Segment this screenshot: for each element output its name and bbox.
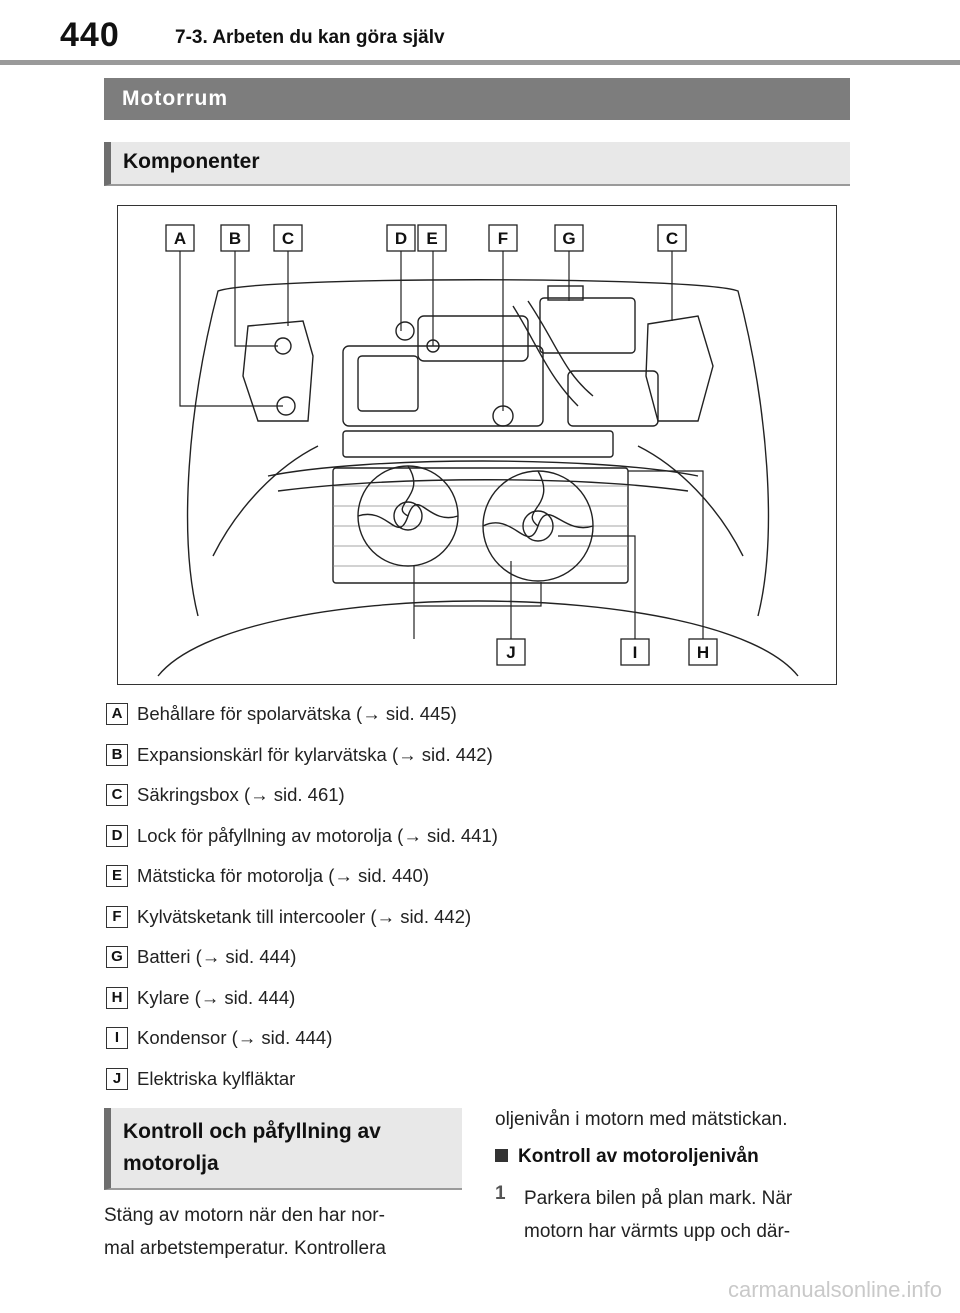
watermark: carmanualsonline.info [727, 1277, 942, 1302]
legend-item [106, 816, 806, 857]
legend-badge: B [106, 744, 128, 766]
oil-check-continuation: oljenivån i motorn med mätstickan. [495, 1109, 788, 1130]
legend-text: Kylvätsketank till intercooler (→ sid. 442) [137, 905, 472, 927]
component-legend [106, 694, 806, 1099]
oil-level-subheading [495, 1146, 759, 1168]
svg-text:G: G [562, 229, 576, 248]
legend-badge: H [106, 987, 128, 1009]
svg-text:H: H [696, 643, 710, 662]
legend-item [106, 735, 806, 776]
svg-text:C: C [665, 229, 679, 248]
step-number: 1 [495, 1183, 506, 1204]
svg-text:J: J [506, 643, 516, 662]
legend-text: Mätsticka för motorolja (→ sid. 440) [137, 865, 429, 887]
oil-check-heading-line2: motorolja [123, 1152, 219, 1175]
legend-badge: A [106, 703, 128, 725]
legend-text: Kylare (→ sid. 444) [137, 986, 296, 1008]
legend-text: Batteri (→ sid. 444) [137, 946, 297, 968]
legend-badge: F [106, 906, 128, 928]
svg-text:E: E [426, 229, 438, 248]
svg-text:I: I [632, 643, 638, 662]
svg-text:A: A [173, 229, 187, 248]
page-number: 440 [60, 16, 120, 54]
legend-badge: I [106, 1027, 128, 1049]
legend-item [106, 897, 806, 938]
legend-item [106, 694, 806, 735]
oil-check-heading [104, 1108, 462, 1190]
legend-badge: G [106, 946, 128, 968]
legend-text: Expansionskärl för kylarvätska (→ sid. 442) [137, 743, 493, 765]
legend-item [106, 1018, 806, 1059]
oil-check-intro [104, 1199, 464, 1265]
step-text-line1: Parkera bilen på plan mark. När [524, 1188, 793, 1209]
oil-check-intro-line1: Stäng av motorn när den har nor- [104, 1205, 385, 1226]
legend-badge: D [106, 825, 128, 847]
engine-diagram [117, 205, 837, 685]
legend-item [106, 937, 806, 978]
svg-text:D: D [394, 229, 408, 248]
bullet-square-icon [495, 1149, 508, 1162]
oil-check-intro-line2: mal arbetstemperatur. Kontrollera [104, 1238, 386, 1259]
svg-text:B: B [228, 229, 242, 248]
svg-text:C: C [281, 229, 295, 248]
legend-badge: E [106, 865, 128, 887]
legend-item [106, 978, 806, 1019]
legend-text: Kondensor (→ sid. 444) [137, 1027, 333, 1049]
step-text [524, 1182, 844, 1248]
title-bar: Motorrum [104, 78, 850, 120]
legend-text: Behållare för spolarvätska (→ sid. 445) [137, 703, 457, 725]
top-rule [0, 60, 960, 65]
oil-check-heading-line1: Kontroll och påfyllning av [123, 1120, 381, 1143]
legend-badge: C [106, 784, 128, 806]
legend-item [106, 1059, 806, 1100]
legend-item [106, 775, 806, 816]
legend-text: Säkringsbox (→ sid. 461) [137, 784, 345, 806]
section-heading: 7-3. Arbeten du kan göra själv [175, 27, 445, 48]
svg-text:F: F [497, 229, 509, 248]
components-heading: Komponenter [104, 142, 850, 186]
legend-text: Elektriska kylfläktar [137, 1067, 296, 1089]
oil-level-subheading-text: Kontroll av motoroljenivån [518, 1146, 759, 1167]
legend-badge: J [106, 1068, 128, 1090]
legend-text: Lock för påfyllning av motorolja (→ sid. 441) [137, 824, 498, 846]
legend-item [106, 856, 806, 897]
step-text-line2: motorn har värmts upp och där- [524, 1221, 791, 1242]
